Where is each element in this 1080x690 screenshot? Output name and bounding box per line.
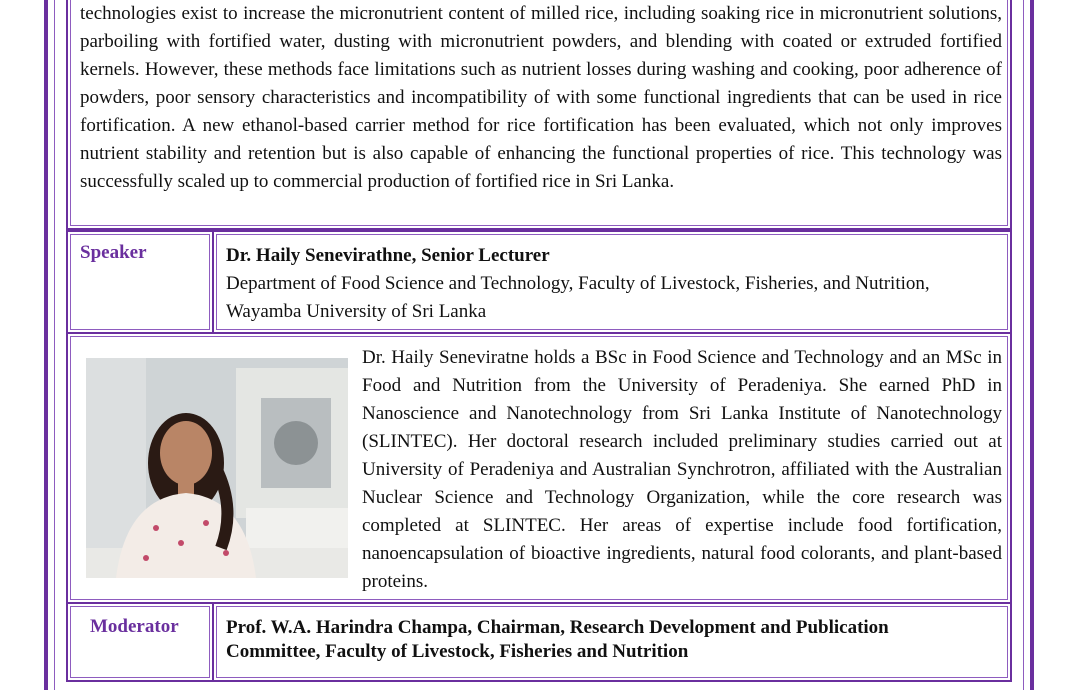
speaker-name: Dr. Haily Senevirathne, Senior Lecturer — [226, 245, 550, 266]
moderator-info-cell — [212, 602, 1012, 682]
speaker-affiliation: Department of Food Science and Technology, Faculty of Livestock, Fisheries, and Nutrition, Wayamba University of Sri Lanka — [226, 273, 930, 322]
moderator-label: Moderator — [90, 616, 179, 637]
speaker-label: Speaker — [80, 242, 147, 263]
abstract-cell — [66, 0, 1012, 230]
abstract-text: technologies exist to increase the micronutrient content of milled rice, including soaking rice in micronutrient solutions, parboiling with fortified water, dusting with micronutrient powders, and blending with coated or extruded fortified kernels. However, these methods face limitations such as nutrient losses during washing and cooking, poor adherence of powders, poor sensory characteristics and incompatibility of with some functional ingredients that can be used in rice fortification. A new ethanol-based carrier method for rice fortification has been evaluated, which not only improves nutrient stability and retention but is also capable of enhancing the functional properties of rice. This technology was successfully scaled up to commercial production of fortified rice in Sri Lanka. — [80, 3, 1002, 192]
speaker-photo — [86, 358, 348, 578]
speaker-info-cell — [212, 230, 1012, 334]
moderator-name: Prof. W.A. Harindra Champa, Chairman, Research Development and Publication Committee, Faculty of Livestock, Fisheries and Nutrition — [226, 617, 889, 662]
speaker-photo-illustration — [86, 358, 348, 578]
moderator-label-cell — [66, 602, 214, 682]
speaker-label-cell — [66, 230, 214, 334]
bio-text: Dr. Haily Seneviratne holds a BSc in Food Science and Technology and an MSc in Food and Nutrition from the University of Peradeniya. She earned PhD in Nanoscience and Nanotechnology from Sri Lanka Institute of Nanotechnology (SLINTEC). Her doctoral research included preliminary studies carried out at University of Peradeniya and Australian Synchrotron, affiliated with the Australian Nuclear Science and Technology Organization, while the core research was completed at SLINTEC. Her areas of expertise include food fortification, nanoencapsulation of bioactive ingredients, natural food colorants, and plant-based proteins. — [362, 347, 1002, 592]
